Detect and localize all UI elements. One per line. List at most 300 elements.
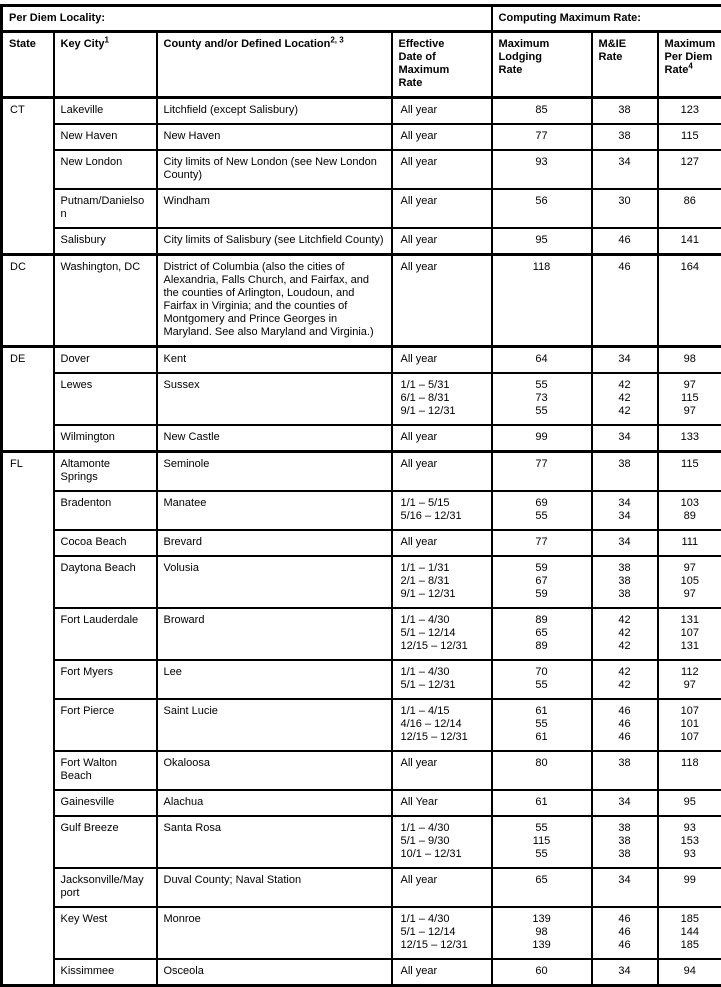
period-line: All year: [401, 965, 485, 978]
max-lodging-rate-cell: [492, 608, 592, 660]
period-line: 6/1 – 8/31: [401, 392, 485, 405]
period-line: All year: [401, 874, 485, 887]
column-header-county: [157, 32, 392, 98]
period-line: 95: [495, 234, 589, 247]
period-line: 5/1 – 12/14: [401, 627, 485, 640]
period-line: 89: [495, 614, 589, 627]
period-line: 1/1 – 5/31: [401, 379, 485, 392]
period-line: 9/1 – 12/31: [401, 588, 485, 601]
max-lodging-rate-cell: [492, 347, 592, 374]
period-line: 185: [661, 939, 720, 952]
locality-row: [2, 816, 721, 868]
effective-date-cell: [392, 868, 492, 907]
period-line: 139: [495, 939, 589, 952]
county-cell: Monroe: [157, 907, 392, 959]
period-line: 55: [495, 848, 589, 861]
period-line: 42: [595, 614, 655, 627]
locality-row: [2, 530, 721, 556]
period-line: 111: [661, 536, 720, 549]
period-line: 5/1 – 9/30: [401, 835, 485, 848]
period-line: 131: [661, 614, 720, 627]
period-line: 12/15 – 12/31: [401, 731, 485, 744]
period-line: 93: [661, 822, 720, 835]
column-label: Maximum Lodging Rate: [499, 38, 550, 76]
county-cell: District of Columbia (also the cities of Alexandria, Falls Church, and Fairfax, and the counties of Arlington, Loudoun, and Fairfax in Virginia; and the counties of Montgomery and Prince Georges in Maryland. See also Maryland and Virginia.): [157, 255, 392, 347]
locality-row: [2, 425, 721, 452]
key-city-cell: Putnam/Danielson: [54, 189, 157, 228]
key-city-cell: Bradenton: [54, 491, 157, 530]
period-line: 1/1 – 4/30: [401, 666, 485, 679]
table-header: [2, 6, 721, 98]
mie-rate-cell: [592, 189, 658, 228]
column-header-max-per-diem: [658, 32, 721, 98]
period-line: 42: [595, 405, 655, 418]
county-cell: Saint Lucie: [157, 699, 392, 751]
key-city-cell: Lakeville: [54, 98, 157, 125]
period-line: 2/1 – 8/31: [401, 575, 485, 588]
period-line: 164: [661, 261, 720, 274]
locality-row: [2, 452, 721, 492]
max-per-diem-rate-cell: [658, 347, 721, 374]
period-line: All year: [401, 195, 485, 208]
max-per-diem-rate-cell: [658, 699, 721, 751]
max-per-diem-rate-cell: [658, 189, 721, 228]
effective-date-cell: [392, 189, 492, 228]
mie-rate-cell: [592, 150, 658, 189]
key-city-cell: Key West: [54, 907, 157, 959]
county-cell: Alachua: [157, 790, 392, 816]
state-cell: DC: [2, 255, 54, 347]
max-lodging-rate-cell: [492, 868, 592, 907]
max-lodging-rate-cell: [492, 255, 592, 347]
period-line: 98: [495, 926, 589, 939]
mie-rate-cell: [592, 790, 658, 816]
key-city-cell: Cocoa Beach: [54, 530, 157, 556]
period-line: 55: [495, 405, 589, 418]
max-lodging-rate-cell: [492, 907, 592, 959]
period-line: 94: [661, 965, 720, 978]
locality-row: [2, 189, 721, 228]
state-cell: FL: [2, 452, 54, 986]
period-line: 139: [495, 913, 589, 926]
key-city-cell: Fort Pierce: [54, 699, 157, 751]
county-cell: City limits of Salisbury (see Litchfield County): [157, 228, 392, 255]
period-line: 131: [661, 640, 720, 653]
period-line: 1/1 – 5/15: [401, 497, 485, 510]
locality-row: [2, 556, 721, 608]
period-line: 99: [661, 874, 720, 887]
period-line: 107: [661, 705, 720, 718]
period-line: 61: [495, 731, 589, 744]
max-lodging-rate-cell: [492, 373, 592, 425]
period-line: 69: [495, 497, 589, 510]
period-line: 65: [495, 874, 589, 887]
mie-rate-cell: [592, 452, 658, 492]
period-line: 55: [495, 679, 589, 692]
period-line: 38: [595, 130, 655, 143]
period-line: 46: [595, 939, 655, 952]
locality-row: [2, 751, 721, 790]
period-line: 34: [595, 510, 655, 523]
county-cell: Brevard: [157, 530, 392, 556]
period-line: 38: [595, 562, 655, 575]
footnote-marker: 1: [105, 35, 109, 44]
key-city-cell: Lewes: [54, 373, 157, 425]
period-line: 30: [595, 195, 655, 208]
effective-date-cell: [392, 150, 492, 189]
period-line: 38: [595, 848, 655, 861]
locality-row: [2, 608, 721, 660]
period-line: All Year: [401, 796, 485, 809]
period-line: 4/16 – 12/14: [401, 718, 485, 731]
period-line: 115: [661, 392, 720, 405]
period-line: 12/15 – 12/31: [401, 640, 485, 653]
period-line: 86: [661, 195, 720, 208]
period-line: 46: [595, 261, 655, 274]
period-line: 103: [661, 497, 720, 510]
locality-row: [2, 699, 721, 751]
period-line: 34: [595, 431, 655, 444]
state-cell: CT: [2, 98, 54, 255]
locality-row: [2, 373, 721, 425]
period-line: 59: [495, 588, 589, 601]
effective-date-cell: [392, 530, 492, 556]
period-line: 34: [595, 874, 655, 887]
period-line: 101: [661, 718, 720, 731]
county-cell: Volusia: [157, 556, 392, 608]
period-line: All year: [401, 234, 485, 247]
max-per-diem-rate-cell: [658, 425, 721, 452]
max-per-diem-rate-cell: [658, 491, 721, 530]
state-cell: DE: [2, 347, 54, 452]
mie-rate-cell: [592, 556, 658, 608]
period-line: 61: [495, 796, 589, 809]
period-line: 99: [495, 431, 589, 444]
period-line: 38: [595, 757, 655, 770]
mie-rate-cell: [592, 98, 658, 125]
max-per-diem-rate-cell: [658, 124, 721, 150]
period-line: 38: [595, 575, 655, 588]
period-line: 1/1 – 1/31: [401, 562, 485, 575]
column-label: Maximum Per Diem Rate: [665, 38, 716, 76]
period-line: 89: [495, 640, 589, 653]
locality-row: [2, 660, 721, 699]
column-label: Effective Date of Maximum Rate: [399, 38, 450, 89]
period-line: 105: [661, 575, 720, 588]
period-line: 70: [495, 666, 589, 679]
max-lodging-rate-cell: [492, 98, 592, 125]
max-per-diem-rate-cell: [658, 255, 721, 347]
max-lodging-rate-cell: [492, 189, 592, 228]
max-lodging-rate-cell: [492, 790, 592, 816]
period-line: 77: [495, 458, 589, 471]
period-line: 115: [495, 835, 589, 848]
period-line: 97: [661, 679, 720, 692]
mie-rate-cell: [592, 907, 658, 959]
period-line: 55: [495, 822, 589, 835]
period-line: 34: [595, 536, 655, 549]
max-per-diem-rate-cell: [658, 452, 721, 492]
effective-date-cell: [392, 699, 492, 751]
locality-row: [2, 255, 721, 347]
max-lodging-rate-cell: [492, 751, 592, 790]
period-line: 42: [595, 666, 655, 679]
effective-date-cell: [392, 373, 492, 425]
mie-rate-cell: [592, 491, 658, 530]
max-lodging-rate-cell: [492, 124, 592, 150]
locality-row: [2, 491, 721, 530]
period-line: All year: [401, 156, 485, 169]
max-lodging-rate-cell: [492, 660, 592, 699]
period-line: All year: [401, 458, 485, 471]
max-per-diem-rate-cell: [658, 790, 721, 816]
max-per-diem-rate-cell: [658, 150, 721, 189]
county-cell: Osceola: [157, 959, 392, 986]
max-lodging-rate-cell: [492, 491, 592, 530]
period-line: 38: [595, 822, 655, 835]
effective-date-cell: [392, 907, 492, 959]
period-line: 5/16 – 12/31: [401, 510, 485, 523]
period-line: 1/1 – 4/15: [401, 705, 485, 718]
period-line: 93: [661, 848, 720, 861]
period-line: 38: [595, 104, 655, 117]
key-city-cell: Gulf Breeze: [54, 816, 157, 868]
key-city-cell: Kissimmee: [54, 959, 157, 986]
locality-row: [2, 98, 721, 125]
period-line: 67: [495, 575, 589, 588]
period-line: All year: [401, 261, 485, 274]
key-city-cell: Fort Walton Beach: [54, 751, 157, 790]
mie-rate-cell: [592, 816, 658, 868]
max-per-diem-rate-cell: [658, 907, 721, 959]
max-lodging-rate-cell: [492, 425, 592, 452]
period-line: 38: [595, 458, 655, 471]
mie-rate-cell: [592, 373, 658, 425]
state-group-dc: [2, 255, 721, 347]
key-city-cell: Fort Lauderdale: [54, 608, 157, 660]
period-line: 46: [595, 926, 655, 939]
county-cell: Okaloosa: [157, 751, 392, 790]
county-cell: Broward: [157, 608, 392, 660]
key-city-cell: Wilmington: [54, 425, 157, 452]
max-per-diem-rate-cell: [658, 660, 721, 699]
period-line: 97: [661, 379, 720, 392]
period-line: 42: [595, 392, 655, 405]
max-lodging-rate-cell: [492, 228, 592, 255]
column-header-effective-date: [392, 32, 492, 98]
key-city-cell: Gainesville: [54, 790, 157, 816]
period-line: 85: [495, 104, 589, 117]
period-line: 107: [661, 627, 720, 640]
effective-date-cell: [392, 491, 492, 530]
max-per-diem-rate-cell: [658, 530, 721, 556]
period-line: 61: [495, 705, 589, 718]
period-line: All year: [401, 757, 485, 770]
section-band-row: [2, 6, 721, 32]
mie-rate-cell: [592, 699, 658, 751]
column-label: County and/or Defined Location: [164, 38, 331, 50]
effective-date-cell: [392, 347, 492, 374]
period-line: 73: [495, 392, 589, 405]
effective-date-cell: [392, 660, 492, 699]
period-line: 77: [495, 130, 589, 143]
mie-rate-cell: [592, 124, 658, 150]
max-lodging-rate-cell: [492, 150, 592, 189]
period-line: 1/1 – 4/30: [401, 822, 485, 835]
mie-rate-cell: [592, 660, 658, 699]
period-line: 46: [595, 718, 655, 731]
per-diem-rate-table: [0, 4, 721, 987]
period-line: 5/1 – 12/31: [401, 679, 485, 692]
period-line: All year: [401, 104, 485, 117]
mie-rate-cell: [592, 868, 658, 907]
effective-date-cell: [392, 124, 492, 150]
period-line: 1/1 – 4/30: [401, 614, 485, 627]
period-line: 93: [495, 156, 589, 169]
period-line: 55: [495, 379, 589, 392]
column-label: State: [9, 38, 36, 50]
period-line: 5/1 – 12/14: [401, 926, 485, 939]
period-line: 89: [661, 510, 720, 523]
county-cell: Seminole: [157, 452, 392, 492]
period-line: All year: [401, 536, 485, 549]
county-cell: Kent: [157, 347, 392, 374]
mie-rate-cell: [592, 751, 658, 790]
max-lodging-rate-cell: [492, 556, 592, 608]
county-cell: New Haven: [157, 124, 392, 150]
key-city-cell: Salisbury: [54, 228, 157, 255]
period-line: 123: [661, 104, 720, 117]
max-per-diem-rate-cell: [658, 608, 721, 660]
state-group-ct: [2, 98, 721, 255]
max-per-diem-rate-cell: [658, 868, 721, 907]
period-line: 42: [595, 640, 655, 653]
period-line: 12/15 – 12/31: [401, 939, 485, 952]
key-city-cell: New London: [54, 150, 157, 189]
period-line: 107: [661, 731, 720, 744]
period-line: 115: [661, 458, 720, 471]
column-label: M&IE Rate: [599, 38, 627, 63]
computing-maximum-rate-label: Computing Maximum Rate:: [499, 12, 641, 24]
period-line: 46: [595, 705, 655, 718]
period-line: 112: [661, 666, 720, 679]
key-city-cell: Dover: [54, 347, 157, 374]
effective-date-cell: [392, 452, 492, 492]
key-city-cell: Fort Myers: [54, 660, 157, 699]
period-line: 97: [661, 562, 720, 575]
state-group-fl: [2, 452, 721, 986]
mie-rate-cell: [592, 228, 658, 255]
footnote-marker: 2, 3: [330, 35, 343, 44]
max-per-diem-rate-cell: [658, 556, 721, 608]
mie-rate-cell: [592, 530, 658, 556]
county-cell: New Castle: [157, 425, 392, 452]
effective-date-cell: [392, 816, 492, 868]
period-line: 56: [495, 195, 589, 208]
period-line: 34: [595, 796, 655, 809]
max-per-diem-rate-cell: [658, 98, 721, 125]
column-header-mie-rate: [592, 32, 658, 98]
county-cell: Sussex: [157, 373, 392, 425]
period-line: 97: [661, 405, 720, 418]
period-line: 46: [595, 234, 655, 247]
effective-date-cell: [392, 425, 492, 452]
period-line: 34: [595, 353, 655, 366]
period-line: 98: [661, 353, 720, 366]
section-header-computing-maximum-rate: [492, 6, 721, 32]
mie-rate-cell: [592, 255, 658, 347]
period-line: 115: [661, 130, 720, 143]
period-line: 55: [495, 510, 589, 523]
key-city-cell: Washington, DC: [54, 255, 157, 347]
locality-row: [2, 124, 721, 150]
key-city-cell: Jacksonville/Mayport: [54, 868, 157, 907]
effective-date-cell: [392, 556, 492, 608]
period-line: 97: [661, 588, 720, 601]
period-line: 10/1 – 12/31: [401, 848, 485, 861]
effective-date-cell: [392, 790, 492, 816]
locality-row: [2, 347, 721, 374]
period-line: 64: [495, 353, 589, 366]
column-label: Key City: [61, 38, 105, 50]
column-header-key-city: [54, 32, 157, 98]
period-line: 46: [595, 731, 655, 744]
max-lodging-rate-cell: [492, 816, 592, 868]
max-lodging-rate-cell: [492, 699, 592, 751]
period-line: 38: [595, 835, 655, 848]
period-line: 1/1 – 4/30: [401, 913, 485, 926]
key-city-cell: New Haven: [54, 124, 157, 150]
effective-date-cell: [392, 228, 492, 255]
key-city-cell: Altamonte Springs: [54, 452, 157, 492]
period-line: 80: [495, 757, 589, 770]
max-per-diem-rate-cell: [658, 751, 721, 790]
period-line: 77: [495, 536, 589, 549]
period-line: 42: [595, 627, 655, 640]
period-line: 59: [495, 562, 589, 575]
county-cell: City limits of New London (see New London County): [157, 150, 392, 189]
county-cell: Lee: [157, 660, 392, 699]
per-diem-locality-label: Per Diem Locality:: [9, 12, 105, 24]
period-line: 34: [595, 156, 655, 169]
effective-date-cell: [392, 751, 492, 790]
period-line: 95: [661, 796, 720, 809]
state-group-de: [2, 347, 721, 452]
column-header-row: [2, 32, 721, 98]
effective-date-cell: [392, 608, 492, 660]
period-line: All year: [401, 431, 485, 444]
county-cell: Santa Rosa: [157, 816, 392, 868]
period-line: 185: [661, 913, 720, 926]
period-line: All year: [401, 130, 485, 143]
period-line: All year: [401, 353, 485, 366]
period-line: 55: [495, 718, 589, 731]
footnote-marker: 4: [688, 61, 692, 70]
mie-rate-cell: [592, 347, 658, 374]
effective-date-cell: [392, 98, 492, 125]
period-line: 65: [495, 627, 589, 640]
period-line: 118: [661, 757, 720, 770]
effective-date-cell: [392, 255, 492, 347]
period-line: 153: [661, 835, 720, 848]
column-header-max-lodging: [492, 32, 592, 98]
locality-row: [2, 150, 721, 189]
county-cell: Litchfield (except Salisbury): [157, 98, 392, 125]
locality-row: [2, 868, 721, 907]
period-line: 141: [661, 234, 720, 247]
max-per-diem-rate-cell: [658, 373, 721, 425]
locality-row: [2, 907, 721, 959]
